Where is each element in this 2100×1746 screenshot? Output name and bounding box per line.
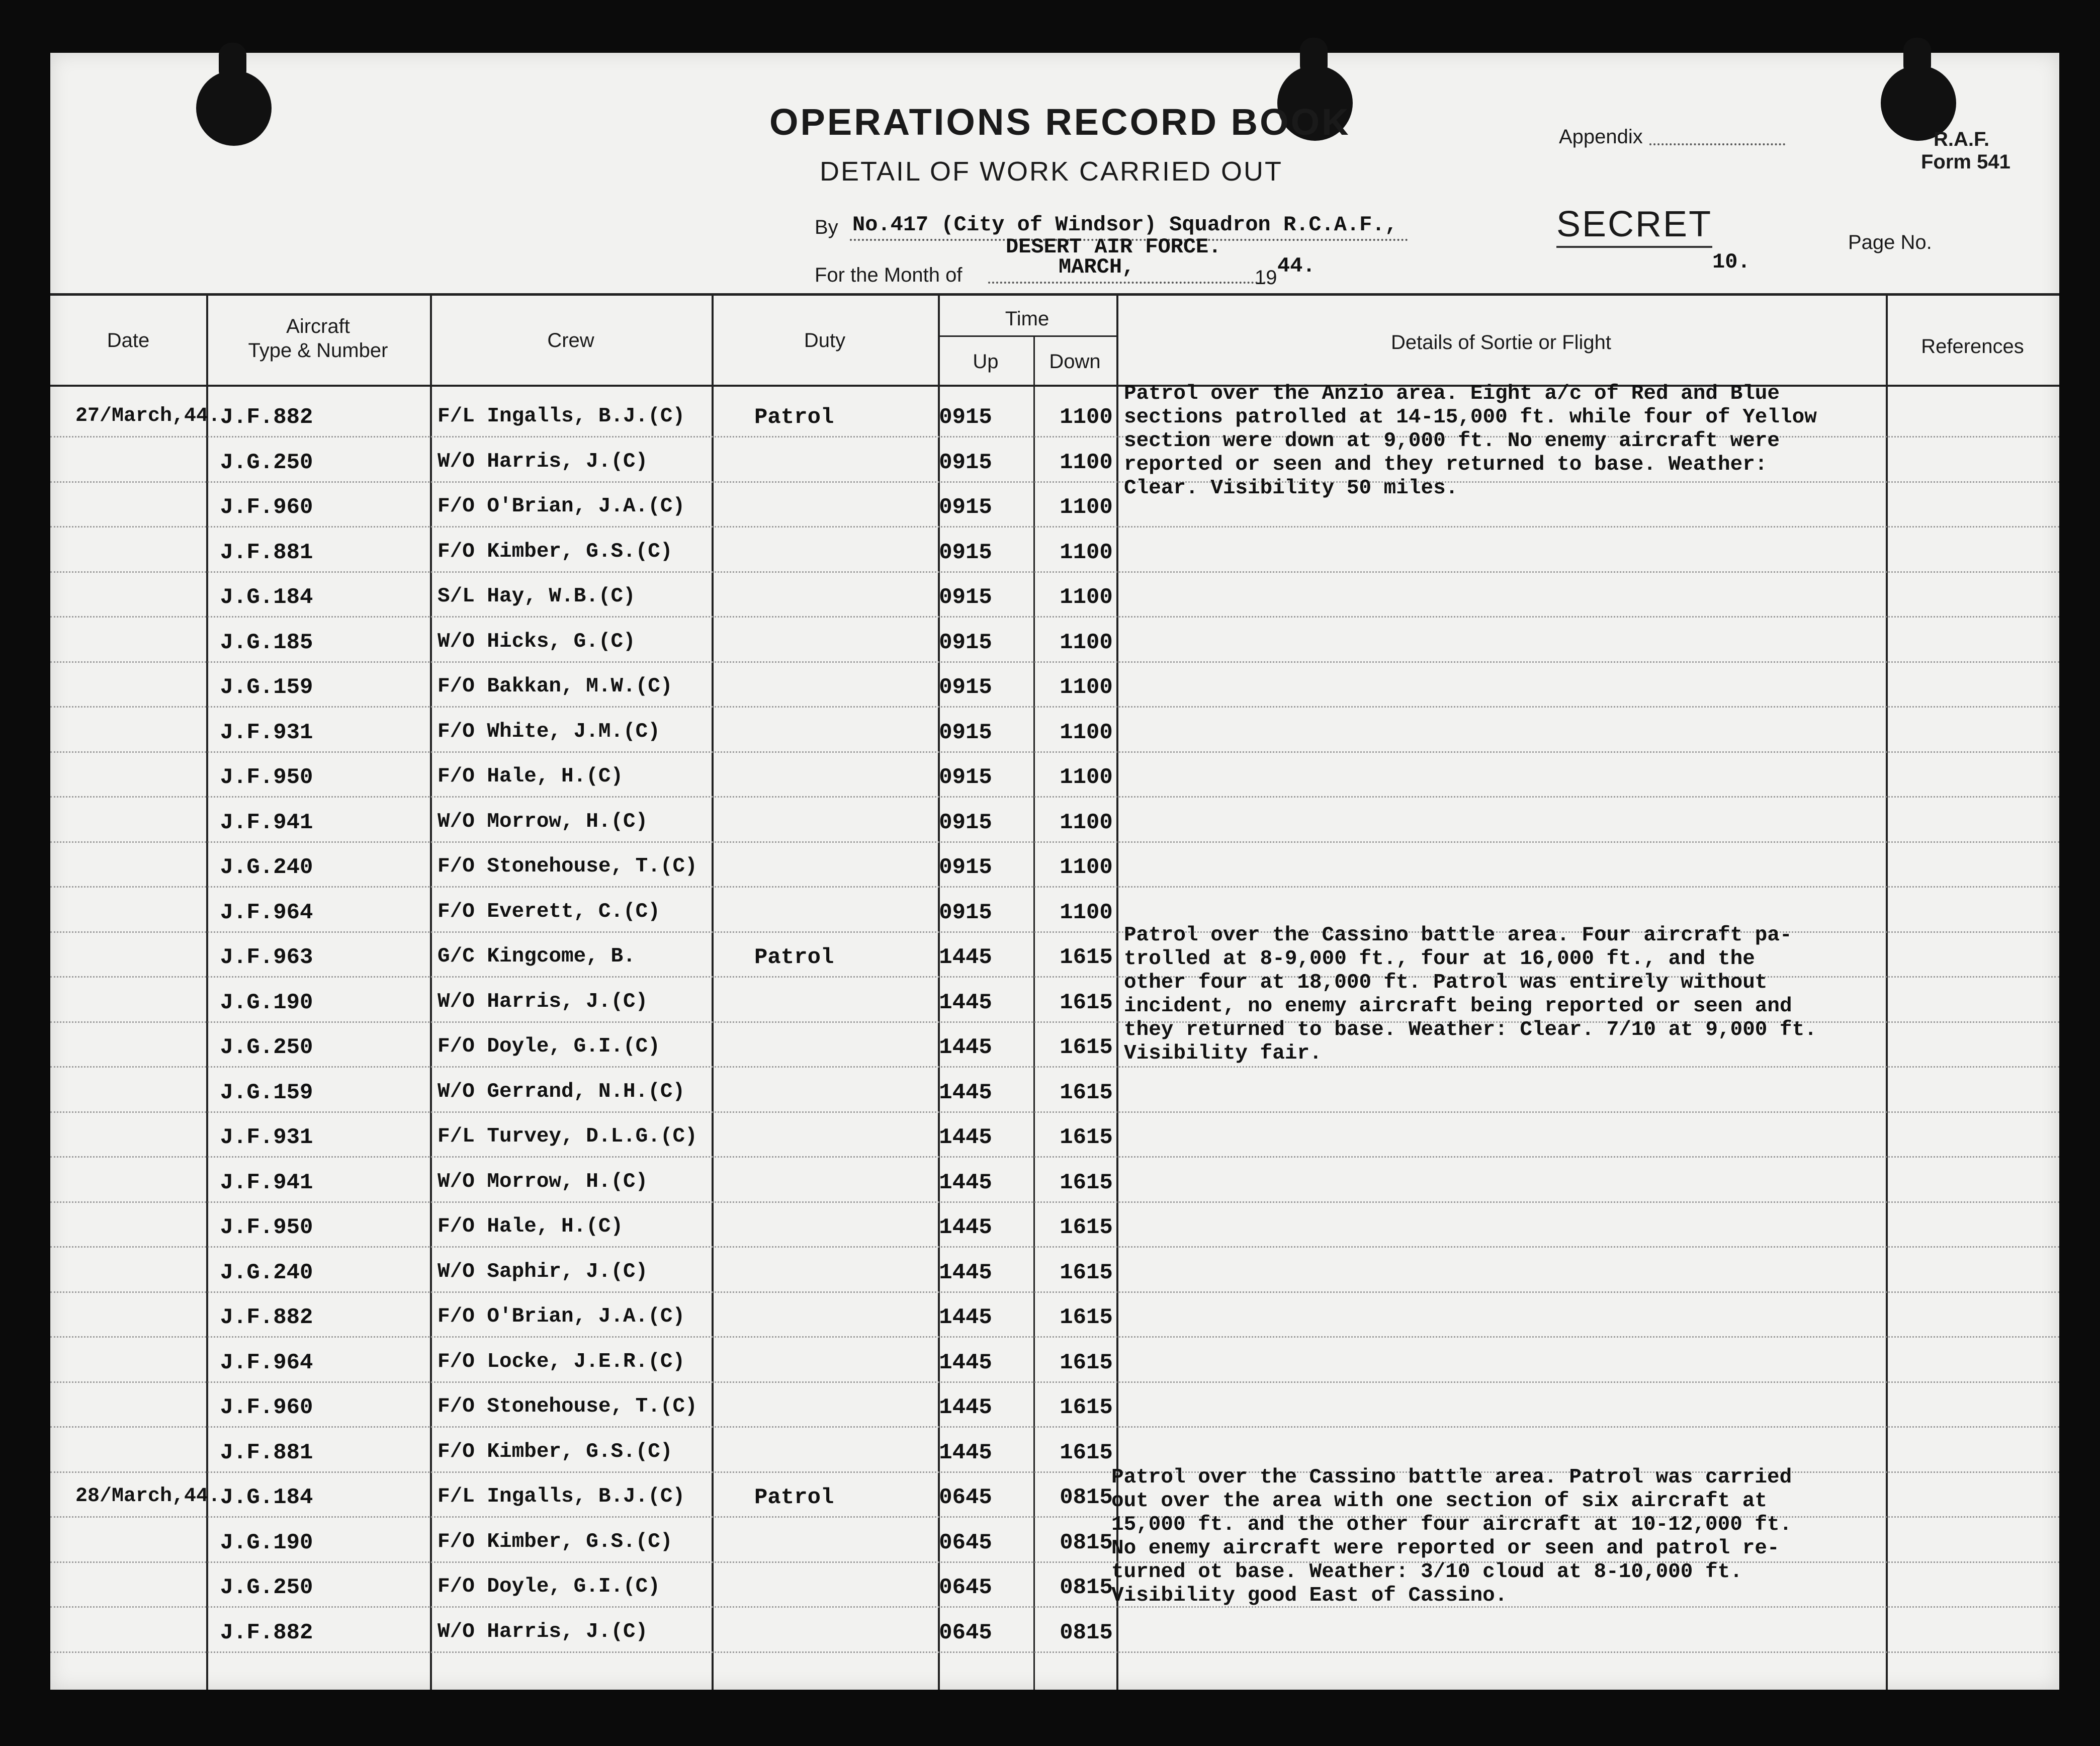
raf-label: R.A.F. (1934, 128, 1990, 150)
row-time-up: 1445 (939, 1215, 992, 1240)
row-rule (50, 1201, 2059, 1203)
row-aircraft: J.G.190 (220, 990, 313, 1015)
row-time-up: 0645 (939, 1530, 992, 1555)
row-rule (50, 526, 2059, 528)
row-time-up: 1445 (939, 1440, 992, 1465)
row-aircraft: J.G.250 (220, 1575, 313, 1600)
row-rule (50, 616, 2059, 618)
month-value: MARCH, (1059, 255, 1135, 279)
row-time-down: 1615 (1060, 1395, 1113, 1420)
row-crew: F/O Stonehouse, T.(C) (438, 855, 697, 878)
row-crew: W/O Harris, J.(C) (438, 990, 648, 1013)
row-aircraft: J.G.159 (220, 675, 313, 700)
month-line (988, 282, 1270, 284)
row-aircraft: J.F.950 (220, 765, 313, 790)
row-time-down: 0815 (1060, 1575, 1113, 1600)
row-time-up: 1445 (939, 945, 992, 970)
row-rule (50, 706, 2059, 708)
row-rule (50, 1291, 2059, 1293)
row-time-down: 1100 (1060, 765, 1113, 790)
col-divider-5 (1033, 337, 1035, 1690)
appendix-line (1649, 143, 1785, 145)
row-time-down: 0815 (1060, 1485, 1113, 1510)
row-time-up: 0915 (939, 900, 992, 925)
row-rule (50, 1246, 2059, 1248)
row-time-up: 0645 (939, 1575, 992, 1600)
row-aircraft: J.F.882 (220, 1305, 313, 1330)
row-crew: W/O Saphir, J.(C) (438, 1260, 648, 1283)
row-time-up: 1445 (939, 1260, 992, 1285)
month-label: For the Month of (815, 264, 962, 286)
row-crew: F/L Turvey, D.L.G.(C) (438, 1125, 697, 1148)
row-time-up: 0915 (939, 495, 992, 520)
record-sheet (50, 53, 2059, 1690)
row-crew: F/O Doyle, G.I.(C) (438, 1035, 660, 1058)
appendix-label: Appendix (1559, 126, 1643, 148)
row-time-down: 1100 (1060, 630, 1113, 655)
row-aircraft: J.G.240 (220, 1260, 313, 1285)
row-time-down: 1615 (1060, 1125, 1113, 1150)
row-rule (50, 1111, 2059, 1113)
row-aircraft: J.G.184 (220, 585, 313, 610)
row-crew: F/O O'Brian, J.A.(C) (438, 495, 685, 518)
row-aircraft: J.F.964 (220, 900, 313, 925)
row-time-down: 1615 (1060, 1170, 1113, 1195)
row-crew: F/L Ingalls, B.J.(C) (438, 405, 685, 428)
row-time-down: 1100 (1060, 495, 1113, 520)
row-crew: F/O Kimber, G.S.(C) (438, 1440, 673, 1463)
row-aircraft: J.G.250 (220, 1035, 313, 1060)
row-crew: F/O O'Brian, J.A.(C) (438, 1305, 685, 1328)
header-crew: Crew (547, 329, 594, 352)
row-aircraft: J.F.964 (220, 1350, 313, 1375)
row-aircraft: J.G.240 (220, 855, 313, 880)
page-number: 10. (1712, 250, 1751, 274)
header-duty: Duty (804, 329, 846, 352)
row-time-up: 1445 (939, 1350, 992, 1375)
row-time-down: 1100 (1060, 540, 1113, 565)
header-aircraft-line1: Aircraft (286, 315, 350, 337)
row-time-up: 0915 (939, 675, 992, 700)
row-rule (50, 571, 2059, 573)
secret-stamp: SECRET (1556, 204, 1712, 248)
formation-name: DESERT AIR FORCE. (1006, 235, 1221, 259)
row-time-down: 1615 (1060, 945, 1113, 970)
row-time-down: 1100 (1060, 450, 1113, 475)
row-time-down: 1100 (1060, 810, 1113, 835)
row-time-up: 0915 (939, 810, 992, 835)
row-crew: W/O Harris, J.(C) (438, 1620, 648, 1643)
row-time-down: 0815 (1060, 1530, 1113, 1555)
header-references: References (1921, 335, 2024, 358)
unit-name: No.417 (City of Windsor) Squadron R.C.A.F., (852, 213, 1397, 237)
row-date: 28/March,44. (75, 1485, 221, 1508)
row-aircraft: J.G.159 (220, 1080, 313, 1105)
row-time-down: 1615 (1060, 1080, 1113, 1105)
row-aircraft: J.G.184 (220, 1485, 313, 1510)
header-time-up: Up (973, 351, 999, 373)
row-duty: Patrol (754, 1485, 834, 1510)
col-divider-2 (430, 294, 432, 1690)
form-label: Form 541 (1921, 151, 2010, 173)
row-crew: F/O Hale, H.(C) (438, 1215, 624, 1238)
col-divider-3 (712, 294, 714, 1690)
row-date: 27/March,44. (75, 405, 221, 427)
row-rule (50, 661, 2059, 663)
row-time-down: 1615 (1060, 1440, 1113, 1465)
col-divider-7 (1886, 294, 1888, 1690)
row-aircraft: J.F.881 (220, 540, 313, 565)
row-time-up: 0915 (939, 585, 992, 610)
row-crew: F/O Kimber, G.S.(C) (438, 1530, 673, 1553)
row-rule (50, 1156, 2059, 1158)
row-time-up: 1445 (939, 1395, 992, 1420)
row-time-down: 1615 (1060, 1260, 1113, 1285)
row-time-up: 1445 (939, 1080, 992, 1105)
row-duty: Patrol (754, 945, 834, 970)
row-time-down: 1615 (1060, 990, 1113, 1015)
row-rule (50, 1426, 2059, 1428)
row-time-down: 1615 (1060, 1035, 1113, 1060)
row-time-up: 1445 (939, 1305, 992, 1330)
row-aircraft: J.F.931 (220, 720, 313, 745)
sortie-details-2: Patrol over the Cassino battle area. Four aircraft pa- trolled at 8-9,000 ft., four at 16,000 ft., and the other four at 18,000 ft. Patrol was entirely without incident, no enemy aircraft being reported or seen and they returned to base. Weather: Clear. 7/10 at 9,000 ft. Visibility fair. (1124, 924, 1817, 1065)
row-rule (50, 796, 2059, 798)
row-time-up: 0915 (939, 765, 992, 790)
row-aircraft: J.G.250 (220, 450, 313, 475)
row-time-up: 1445 (939, 1170, 992, 1195)
header-time-down: Down (1049, 351, 1101, 373)
row-time-up: 0915 (939, 630, 992, 655)
row-time-down: 1100 (1060, 855, 1113, 880)
sortie-details-3: Patrol over the Cassino battle area. Patrol was carried out over the area with one section of six aircraft at 15,000 ft. and the other four aircraft at 10-12,000 ft. No enemy aircraft were reported or seen and patrol re- turned ot base. Weather: 3/10 cloud at 8-10,000 ft. Visibility good East of Cassino. (1111, 1466, 1792, 1607)
row-time-up: 1445 (939, 1035, 992, 1060)
row-crew: W/O Harris, J.(C) (438, 450, 648, 473)
row-rule (50, 1651, 2059, 1653)
row-rule (50, 1381, 2059, 1383)
page-subtitle: DETAIL OF WORK CARRIED OUT (820, 156, 1283, 187)
row-crew: W/O Morrow, H.(C) (438, 1170, 648, 1193)
row-rule (50, 841, 2059, 843)
row-rule (50, 1066, 2059, 1068)
row-crew: F/O Doyle, G.I.(C) (438, 1575, 660, 1598)
row-crew: F/O Kimber, G.S.(C) (438, 540, 673, 563)
header-aircraft-line2: Type & Number (248, 339, 388, 362)
sortie-details-1: Patrol over the Anzio area. Eight a/c of Red and Blue sections patrolled at 14-15,000 ft. while four of Yellow section were down at 9,000 ft. No enemy aircraft were reported or seen and they returned to base. Weather: Clear. Visibility 50 miles. (1124, 382, 1817, 500)
row-aircraft: J.F.950 (220, 1215, 313, 1240)
row-crew: F/L Ingalls, B.J.(C) (438, 1485, 685, 1508)
row-crew: S/L Hay, W.B.(C) (438, 585, 636, 608)
row-time-down: 1615 (1060, 1350, 1113, 1375)
row-time-up: 0915 (939, 450, 992, 475)
time-split-rule (938, 335, 1116, 337)
row-crew: W/O Morrow, H.(C) (438, 810, 648, 833)
row-time-up: 0915 (939, 540, 992, 565)
row-crew: F/O Hale, H.(C) (438, 765, 624, 788)
row-time-down: 1100 (1060, 900, 1113, 925)
row-rule (50, 886, 2059, 888)
row-time-down: 1100 (1060, 405, 1113, 430)
row-crew: F/O Bakkan, M.W.(C) (438, 675, 673, 698)
row-time-down: 1100 (1060, 675, 1113, 700)
row-time-down: 1615 (1060, 1305, 1113, 1330)
year-value: 44. (1277, 254, 1316, 278)
table-top-rule (50, 293, 2059, 296)
punch-hole-left (196, 70, 272, 146)
row-time-up: 0645 (939, 1620, 992, 1645)
row-crew: F/O Everett, C.(C) (438, 900, 660, 923)
row-aircraft: J.F.960 (220, 495, 313, 520)
row-aircraft: J.G.190 (220, 1530, 313, 1555)
row-time-up: 1445 (939, 990, 992, 1015)
page-title: OPERATIONS RECORD BOOK (769, 101, 1351, 143)
row-rule (50, 1336, 2059, 1338)
row-time-down: 1100 (1060, 585, 1113, 610)
row-time-down: 1615 (1060, 1215, 1113, 1240)
row-crew: W/O Hicks, G.(C) (438, 630, 636, 653)
row-rule (50, 751, 2059, 753)
row-aircraft: J.F.963 (220, 945, 313, 970)
row-time-up: 0915 (939, 855, 992, 880)
header-details: Details of Sortie or Flight (1391, 331, 1611, 354)
row-crew: G/C Kingcome, B. (438, 945, 636, 968)
row-crew: F/O Stonehouse, T.(C) (438, 1395, 697, 1418)
by-label: By (815, 216, 838, 238)
row-aircraft: J.F.931 (220, 1125, 313, 1150)
row-time-up: 1445 (939, 1125, 992, 1150)
row-crew: F/O Locke, J.E.R.(C) (438, 1350, 685, 1373)
header-time: Time (1005, 308, 1049, 330)
row-time-up: 0915 (939, 405, 992, 430)
row-aircraft: J.F.960 (220, 1395, 313, 1420)
year-prefix: 19 (1255, 267, 1277, 289)
row-aircraft: J.F.882 (220, 1620, 313, 1645)
row-aircraft: J.F.881 (220, 1440, 313, 1465)
row-aircraft: J.G.185 (220, 630, 313, 655)
row-crew: W/O Gerrand, N.H.(C) (438, 1080, 685, 1103)
header-date: Date (107, 329, 150, 352)
page-label: Page No. (1848, 231, 1932, 253)
row-time-down: 0815 (1060, 1620, 1113, 1645)
row-crew: F/O White, J.M.(C) (438, 720, 660, 743)
row-duty: Patrol (754, 405, 834, 430)
row-time-down: 1100 (1060, 720, 1113, 745)
row-aircraft: J.F.941 (220, 1170, 313, 1195)
row-time-up: 0645 (939, 1485, 992, 1510)
row-aircraft: J.F.941 (220, 810, 313, 835)
row-time-up: 0915 (939, 720, 992, 745)
row-aircraft: J.F.882 (220, 405, 313, 430)
